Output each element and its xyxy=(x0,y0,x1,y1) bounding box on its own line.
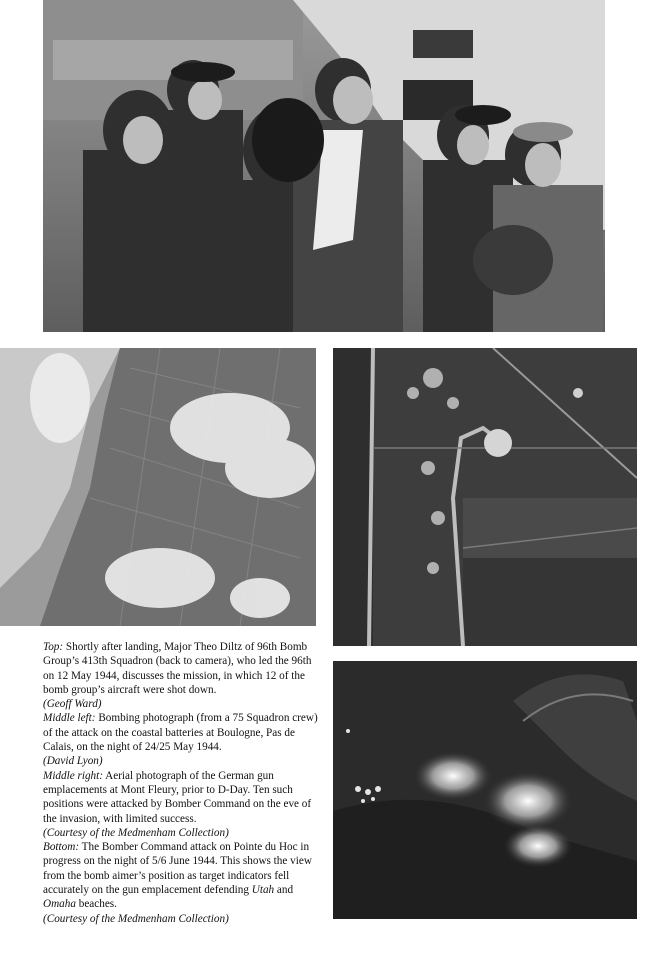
photo-bottom xyxy=(333,661,637,919)
caption-middle-right xyxy=(43,769,323,840)
caption-text: Shortly after landing, Major Theo Diltz of 96th Bomb Group’s 413th Squadron (back to camera), who led the 96th on 12 May 1944, discusses the mission, in which 12 of the bomb group’s aircraft were shot down. xyxy=(43,641,312,696)
caption-text: Aerial photograph of the German gun emplacements at Mont Fleury, prior to D-Day. Ten such positions were attacked by Bomber Command on the eve of the invasion, with limited success. xyxy=(43,769,312,825)
caption-label: Top: xyxy=(43,641,64,653)
caption-middle-left xyxy=(43,711,323,768)
caption-label: Middle left: xyxy=(43,712,96,725)
photo-middle-right xyxy=(333,348,637,646)
caption-block xyxy=(43,640,323,926)
photo-middle-right-image xyxy=(333,348,637,646)
caption-label: Middle right: xyxy=(43,769,103,782)
photo-top xyxy=(43,0,605,332)
caption-label: Bottom: xyxy=(43,841,80,854)
caption-credit: (Courtesy of the Medmenham Collection) xyxy=(43,912,229,925)
caption-text: The Bomber Command attack on Pointe du Hoc in progress on the night of 5/6 June 1944. This shows the view from the bomb aimer’s position as target indicators fell accurately on the gun emplacement defending xyxy=(43,841,312,897)
caption-text: beaches. xyxy=(75,898,117,911)
caption-beach-utah: Utah xyxy=(251,884,275,897)
caption-credit: (Courtesy of the Medmenham Collection) xyxy=(43,826,229,839)
caption-text: Bombing photograph (from a 75 Squadron crew) of the attack on the coastal batteries at Boulogne, Pas de Calais, on the night of 24/25 May 1944. xyxy=(43,712,318,754)
photo-middle-left-image xyxy=(0,348,316,626)
caption-credit: (David Lyon) xyxy=(43,755,103,768)
caption-credit: (Geoff Ward) xyxy=(43,698,102,711)
caption-top xyxy=(43,640,323,711)
photo-top-image xyxy=(43,0,605,332)
caption-text: and xyxy=(274,884,294,897)
photo-bottom-image xyxy=(333,661,637,919)
photo-middle-left xyxy=(0,348,316,626)
caption-beach-omaha: Omaha xyxy=(43,898,76,911)
caption-bottom xyxy=(43,840,323,926)
